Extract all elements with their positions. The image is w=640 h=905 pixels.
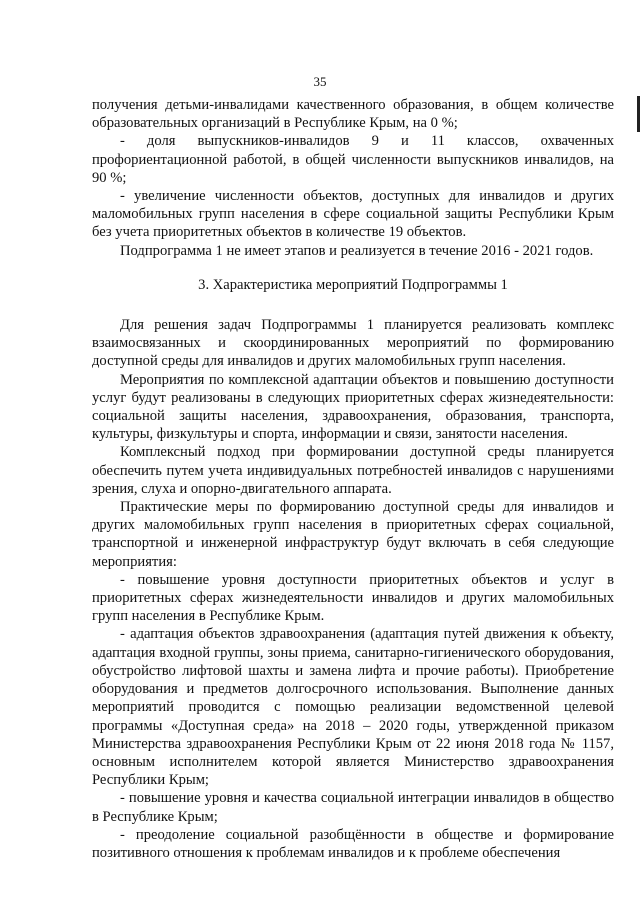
paragraph-5: Для решения задач Подпрограммы 1 планируется реализовать комплекс взаимосвязанных и скоординированных мероприятий по формированию доступной среды для инвалидов и других маломобильных групп населения. [92, 317, 614, 370]
paragraph-6: Мероприятия по комплексной адаптации объектов и повышению доступности услуг будут реализованы в следующих приоритетных сферах жизнедеятельности: социальной защиты населения, здравоохранения, образования, транспорта, культуры, физкультуры и спорта, информации и связи, занятости населения. [92, 371, 614, 443]
paragraph-2: - доля выпускников-инвалидов 9 и 11 классов, охваченных профориентационной работой, в общей численности выпускников инвалидов, на 90 %; [92, 133, 614, 186]
paragraph-9: - повышение уровня доступности приоритетных объектов и услуг в приоритетных сферах жизнедеятельности инвалидов и других маломобильных групп населения в Республике Крым. [92, 571, 614, 625]
paragraph-3: - увеличение численности объектов, доступных для инвалидов и других маломобильных групп населения в сфере социальной защиты Республики Крым без учета приоритетных объектов в количестве 19 объектов. [92, 188, 614, 241]
paragraph-7: Комплексный подход при формировании доступной среды планируется обеспечить путем учета индивидуальных потребностей инвалидов с нарушениями зрения, слуха и опорно-двигательного аппарата. [92, 444, 614, 497]
paragraph-12: - преодоление социальной разобщённости в обществе и формирование позитивного отношения к проблемам инвалидов и к проблеме обеспечения [92, 826, 614, 861]
paragraph-11: - повышение уровня и качества социальной интеграции инвалидов в общество в Республике Крым; [92, 790, 614, 825]
page-number: 35 [313, 74, 327, 89]
section-heading: 3. Характеристика мероприятий Подпрограммы 1 [198, 276, 508, 293]
paragraph-4: Подпрограмма 1 не имеет этапов и реализуется в течение 2016 - 2021 годов. [120, 242, 594, 259]
paragraph-10: - адаптация объектов здравоохранения (адаптация путей движения к объекту, адаптация входной группы, зоны приема, санитарно-гигиенического оборудования, обустройство лифтовой шахты и замена лифта и прочие работы). Приобретение оборудования и предметов долгосрочного использования. Выполнение данных мероприятий проводится с помощью реализации ведомственной целевой программы «Доступная среда» на 2018 – 2020 годы, утвержденной приказом Министерства здравоохранения Республики Крым от 22 июня 2018 года № 1157, основным исполнителем которой является Министерство здравоохранения Республики Крым; [92, 626, 614, 789]
paragraph-1: получения детьми-инвалидами качественного образования, в общем количестве образовательных организаций в Республике Крым, на 0 %; [92, 97, 614, 132]
paragraph-8: Практические меры по формированию доступной среды для инвалидов и других маломобильных групп населения в приоритетных сферах социальной, транспортной и инженерной инфраструктур будут включать в себя следующие мероприятия: [92, 499, 614, 570]
page-content [92, 96, 614, 862]
